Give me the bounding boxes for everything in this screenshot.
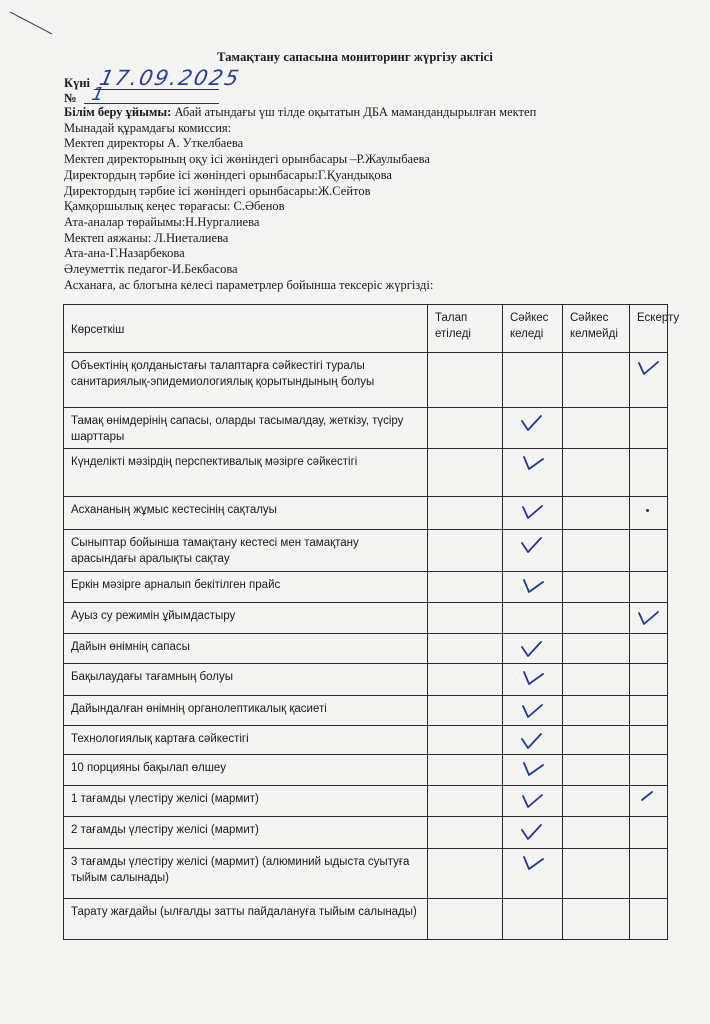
- indicator-cell: Еркін мәзірге арналып бекітілген прайс: [64, 571, 428, 602]
- table-row: [64, 448, 668, 496]
- table-row: [64, 497, 668, 530]
- noncompliant-cell: [563, 633, 630, 664]
- indicator-cell: Объектінің қолданыстағы талаптарға сәйкестігі туралы санитариялық-эпидемиологиялық қорытындының болуы: [64, 353, 428, 408]
- compliant-cell: [503, 448, 563, 496]
- indicator-cell: Сыныптар бойынша тамақтану кестесі мен тамақтану арасындағы аралықты сақтау: [64, 530, 428, 571]
- required-cell: [428, 407, 503, 448]
- required-cell: [428, 530, 503, 571]
- check-mark-icon: [520, 700, 544, 722]
- commission-member: Директордың тәрбие ісі жөніндегі орынбасары:Г.Қуандықова: [64, 167, 392, 182]
- note-cell: [630, 898, 668, 939]
- scan-corner-mark: [8, 6, 56, 40]
- number-row: [64, 84, 674, 105]
- commission-member: Директордың тәрбие ісі жөніндегі орынбасары:Ж.Сейтов: [64, 183, 371, 198]
- note-cell: [630, 353, 668, 408]
- required-cell: [428, 633, 503, 664]
- table-row: [64, 407, 668, 448]
- noncompliant-cell: [563, 817, 630, 849]
- table-row: [64, 786, 668, 817]
- check-mark-icon: [520, 853, 544, 875]
- note-cell: [630, 633, 668, 664]
- noncompliant-cell: [563, 786, 630, 817]
- indicator-cell: Дайындалған өнімнің органолептикалық қасиеті: [64, 696, 428, 726]
- header-noncompliant: Сәйкес келмейді: [563, 305, 630, 353]
- check-mark-icon: [636, 357, 660, 379]
- required-cell: [428, 786, 503, 817]
- compliant-cell: [503, 407, 563, 448]
- required-cell: [428, 353, 503, 408]
- document-title: Тамақтану сапасына мониторинг жүргізу актісі: [217, 50, 493, 64]
- check-mark-icon: [520, 821, 544, 843]
- required-cell: [428, 664, 503, 696]
- check-mark-icon: [520, 412, 544, 434]
- school-line: [64, 105, 674, 121]
- compliant-cell: [503, 696, 563, 726]
- check-mark-icon: [636, 607, 660, 629]
- indicator-cell: 10 порцияны бақылап өлшеу: [64, 755, 428, 786]
- note-cell: [630, 448, 668, 496]
- note-cell: [630, 786, 668, 817]
- check-mark-icon: [638, 788, 662, 810]
- note-cell: [630, 849, 668, 899]
- commission-member: Ата-ана-Г.Назарбекова: [64, 246, 185, 261]
- note-cell: [630, 497, 668, 530]
- note-cell: [630, 664, 668, 696]
- compliant-cell: [503, 898, 563, 939]
- compliant-cell: [503, 497, 563, 530]
- required-cell: [428, 602, 503, 633]
- note-cell: [630, 571, 668, 602]
- indicator-cell: 2 тағамды үлестіру желісі (мармит): [64, 817, 428, 849]
- number-handwritten: 1: [89, 84, 108, 105]
- note-cell: [630, 755, 668, 786]
- note-cell: [630, 817, 668, 849]
- compliant-cell: [503, 755, 563, 786]
- indicator-cell: 3 тағамды үлестіру желісі (мармит) (алюминий ыдыста суытуға тыйым салынады): [64, 849, 428, 899]
- header-indicator: Көрсеткіш: [64, 305, 428, 353]
- number-label: №: [64, 91, 77, 105]
- noncompliant-cell: [563, 898, 630, 939]
- table-row: [64, 602, 668, 633]
- date-label: Күні: [64, 76, 90, 90]
- stray-dot: [646, 509, 649, 512]
- header-note: Ескерту: [630, 305, 668, 353]
- required-cell: [428, 755, 503, 786]
- table-row: [64, 530, 668, 571]
- indicator-cell: Асхананың жұмыс кестесінің сақталуы: [64, 497, 428, 530]
- date-handwritten: 17.09.2025: [97, 66, 243, 90]
- table-header-row: [64, 305, 668, 353]
- check-mark-icon: [520, 501, 544, 523]
- check-mark-icon: [520, 730, 544, 752]
- indicator-cell: Ауыз су режимін ұйымдастыру: [64, 602, 428, 633]
- check-mark-icon: [520, 790, 544, 812]
- note-cell: [630, 726, 668, 755]
- note-cell: [630, 602, 668, 633]
- commission-member: Ата-аналар төрайымы:Н.Нургалиева: [64, 214, 260, 229]
- noncompliant-cell: [563, 755, 630, 786]
- compliant-cell: [503, 786, 563, 817]
- note-cell: [630, 530, 668, 571]
- school-label: Білім беру ұйымы:: [64, 105, 172, 119]
- noncompliant-cell: [563, 497, 630, 530]
- commission-member: Мектеп директорының оқу ісі жөніндегі орынбасары –Р.Жаулыбаева: [64, 152, 430, 167]
- check-mark-icon: [520, 759, 544, 781]
- indicator-cell: Тарату жағдайы (ылғалды затты пайдалануға тыйым салынады): [64, 898, 428, 939]
- indicator-cell: Күнделікті мәзірдің перспективалық мәзірге сәйкестігі: [64, 448, 428, 496]
- commission-member: Әлеуметтік педагог-И.Бекбасова: [64, 262, 238, 277]
- school-value: Абай атындағы үш тілде оқытатын ДБА мамандандырылған мектеп: [174, 105, 537, 119]
- compliant-cell: [503, 849, 563, 899]
- inspection-intro: Асханаға, ас блогына келесі параметрлер бойынша тексеріс жүргізді:: [64, 277, 434, 292]
- compliant-cell: [503, 817, 563, 849]
- commission-member: Мектеп директоры А. Уткелбаева: [64, 136, 244, 151]
- note-cell: [630, 696, 668, 726]
- table-row: [64, 571, 668, 602]
- noncompliant-cell: [563, 602, 630, 633]
- table-row: [64, 726, 668, 755]
- table-row: [64, 696, 668, 726]
- commission-member: Мектеп аяжаны: Л.Ниеталиева: [64, 230, 229, 245]
- required-cell: [428, 898, 503, 939]
- commission-intro: Мынадай құрамдағы комиссия:: [64, 120, 232, 135]
- required-cell: [428, 726, 503, 755]
- required-cell: [428, 849, 503, 899]
- noncompliant-cell: [563, 530, 630, 571]
- noncompliant-cell: [563, 849, 630, 899]
- compliant-cell: [503, 353, 563, 408]
- noncompliant-cell: [563, 696, 630, 726]
- table-row: [64, 755, 668, 786]
- required-cell: [428, 571, 503, 602]
- check-mark-icon: [520, 576, 544, 598]
- compliant-cell: [503, 602, 563, 633]
- required-cell: [428, 448, 503, 496]
- noncompliant-cell: [563, 353, 630, 408]
- noncompliant-cell: [563, 726, 630, 755]
- table-row: [64, 817, 668, 849]
- header-required: Талап етіледі: [428, 305, 503, 353]
- noncompliant-cell: [563, 664, 630, 696]
- date-row: [64, 66, 674, 90]
- required-cell: [428, 497, 503, 530]
- indicator-cell: Тамақ өнімдерінің сапасы, оларды тасымалдау, жеткізу, түсіру шарттары: [64, 407, 428, 448]
- table-row: [64, 849, 668, 899]
- compliant-cell: [503, 571, 563, 602]
- compliant-cell: [503, 633, 563, 664]
- commission-member: Қамқоршылық кеңес төрағасы: С.Әбенов: [64, 199, 285, 214]
- compliant-cell: [503, 664, 563, 696]
- compliant-cell: [503, 530, 563, 571]
- table-row: [64, 898, 668, 939]
- required-cell: [428, 817, 503, 849]
- inspection-table: [63, 304, 680, 940]
- required-cell: [428, 696, 503, 726]
- indicator-cell: Технологиялық картаға сәйкестігі: [64, 726, 428, 755]
- compliant-cell: [503, 726, 563, 755]
- table-body: [64, 353, 668, 940]
- noncompliant-cell: [563, 448, 630, 496]
- note-cell: [630, 407, 668, 448]
- check-mark-icon: [520, 534, 544, 556]
- noncompliant-cell: [563, 407, 630, 448]
- indicator-cell: Дайын өнімнің сапасы: [64, 633, 428, 664]
- check-mark-icon: [520, 638, 544, 660]
- check-mark-icon: [520, 668, 544, 690]
- number-underline: [84, 103, 219, 104]
- header-block: [64, 66, 674, 293]
- table-row: [64, 633, 668, 664]
- check-mark-icon: [520, 453, 544, 475]
- noncompliant-cell: [563, 571, 630, 602]
- table-row: [64, 664, 668, 696]
- indicator-cell: 1 тағамды үлестіру желісі (мармит): [64, 786, 428, 817]
- indicator-cell: Бақылаудағы тағамның болуы: [64, 664, 428, 696]
- header-compliant: Сәйкес келеді: [503, 305, 563, 353]
- table-row: [64, 353, 668, 408]
- commission-list: [64, 136, 674, 277]
